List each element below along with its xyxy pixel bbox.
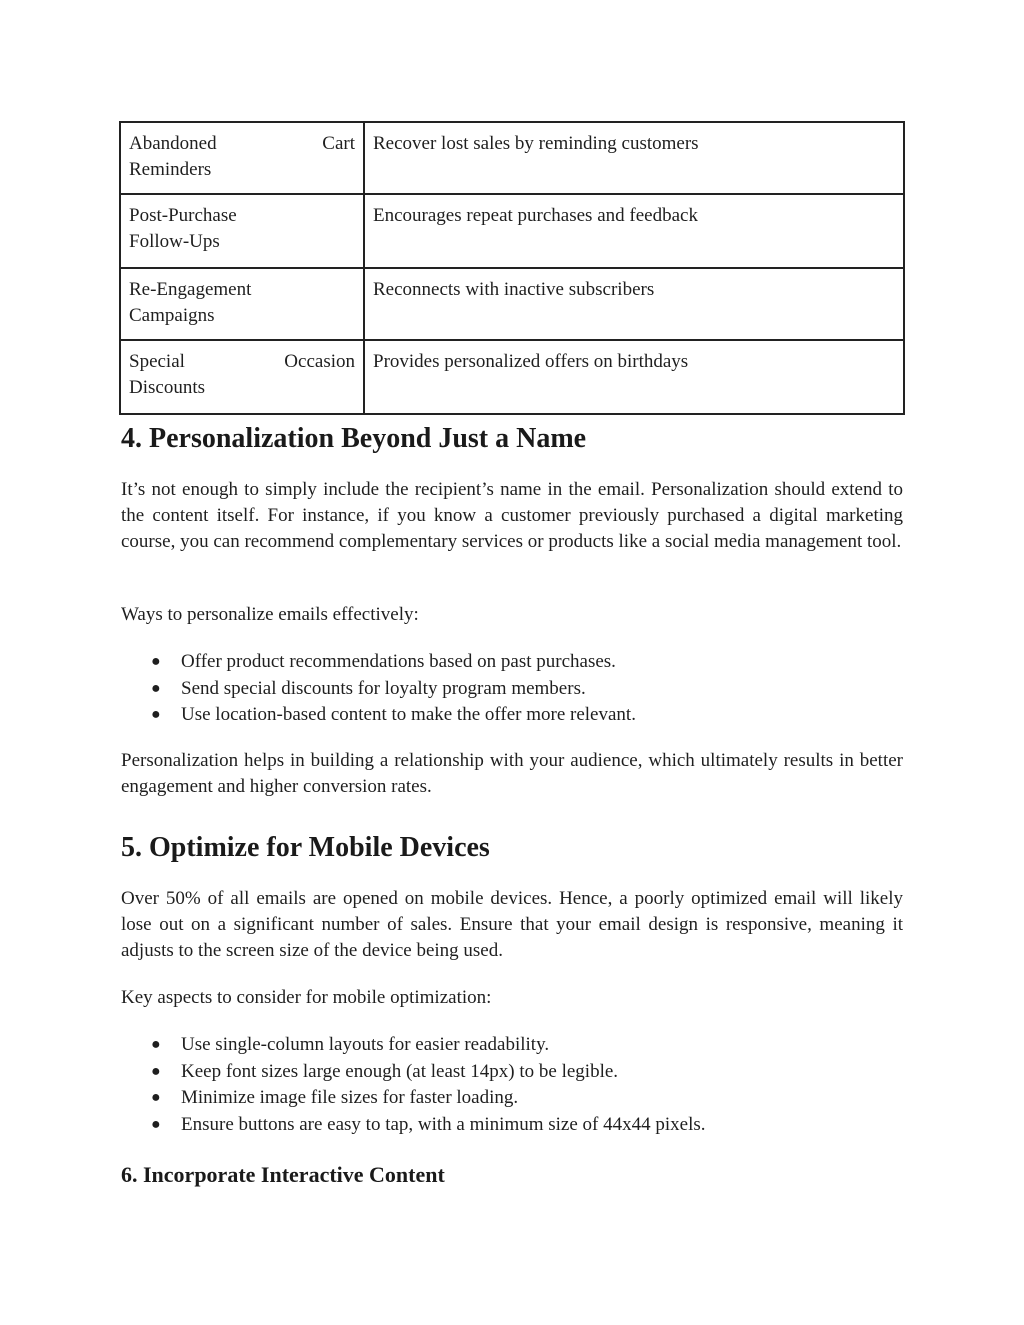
section-5-bullet-list xyxy=(150,1032,706,1138)
bullet-icon: ● xyxy=(151,1036,161,1053)
section-4-bullet-list xyxy=(150,649,636,729)
section-4-intro: It’s not enough to simply include the recipient’s name in the email. Personalization should extend to the content itself. For instance, if you know a customer previously purchased a digital marketing course, you can recommend complementary services or products like a social media management tool. xyxy=(121,479,903,553)
list-item: ● Minimize image file sizes for faster loading. xyxy=(150,1085,706,1112)
email-types-table xyxy=(119,121,905,415)
section-4-closing: Personalization helps in building a relationship with your audience, which ultimately results in better engagement and higher conversion rates. xyxy=(121,750,903,798)
table-cell-type xyxy=(120,122,364,194)
bullet-icon: ● xyxy=(151,1115,161,1133)
table-row xyxy=(120,340,904,414)
table-cell-type-line: Campaigns xyxy=(129,305,215,326)
table-row xyxy=(120,194,904,268)
list-item: ● Use location-based content to make the offer more relevant. xyxy=(150,702,636,729)
table-cell-type xyxy=(120,340,364,414)
table-cell-purpose: Recover lost sales by reminding customers xyxy=(364,122,904,194)
table-cell-type-line: Abandoned Cart xyxy=(129,133,355,154)
table-cell-purpose: Encourages repeat purchases and feedback xyxy=(364,194,904,268)
list-item: ● Offer product recommendations based on past purchases. xyxy=(150,649,636,676)
list-item: ● Send special discounts for loyalty program members. xyxy=(150,676,636,703)
section-5-list-intro: Key aspects to consider for mobile optimization: xyxy=(121,987,492,1008)
table-row xyxy=(120,268,904,340)
section-6-heading: 6. Incorporate Interactive Content xyxy=(121,1162,445,1187)
table-row xyxy=(120,122,904,194)
table-cell-type xyxy=(120,268,364,340)
list-item: ● Use single-column layouts for easier readability. xyxy=(150,1032,706,1059)
table-cell-type-line: Special Occasion xyxy=(129,351,355,372)
section-5-heading: 5. Optimize for Mobile Devices xyxy=(121,832,490,863)
table-cell-type-line: Follow-Ups xyxy=(129,231,220,252)
bullet-icon: ● xyxy=(151,1062,161,1080)
table-cell-type-line: Reminders xyxy=(129,159,212,180)
table-cell-type-line: Discounts xyxy=(129,377,205,398)
bullet-icon: ● xyxy=(151,653,161,670)
section-4-list-intro: Ways to personalize emails effectively: xyxy=(121,604,419,625)
list-item: ● Keep font sizes large enough (at least 14px) to be legible. xyxy=(150,1059,706,1086)
table-cell-purpose: Provides personalized offers on birthdays xyxy=(364,340,904,414)
bullet-icon: ● xyxy=(151,1089,161,1107)
section-5-intro: Over 50% of all emails are opened on mobile devices. Hence, a poorly optimized email will likely lose out on a significant number of sales. Ensure that your email design is responsive, meaning it adjusts to the screen size of the device being used. xyxy=(121,888,903,962)
table-cell-type-line: Post-Purchase xyxy=(129,205,237,226)
list-item: ● Ensure buttons are easy to tap, with a minimum size of 44x44 pixels. xyxy=(150,1112,706,1139)
section-4-heading: 4. Personalization Beyond Just a Name xyxy=(121,423,587,454)
bullet-icon: ● xyxy=(151,679,161,697)
table-cell-type xyxy=(120,194,364,268)
bullet-icon: ● xyxy=(151,706,161,724)
table-cell-type-line: Re-Engagement xyxy=(129,279,252,300)
table-cell-purpose: Reconnects with inactive subscribers xyxy=(364,268,904,340)
